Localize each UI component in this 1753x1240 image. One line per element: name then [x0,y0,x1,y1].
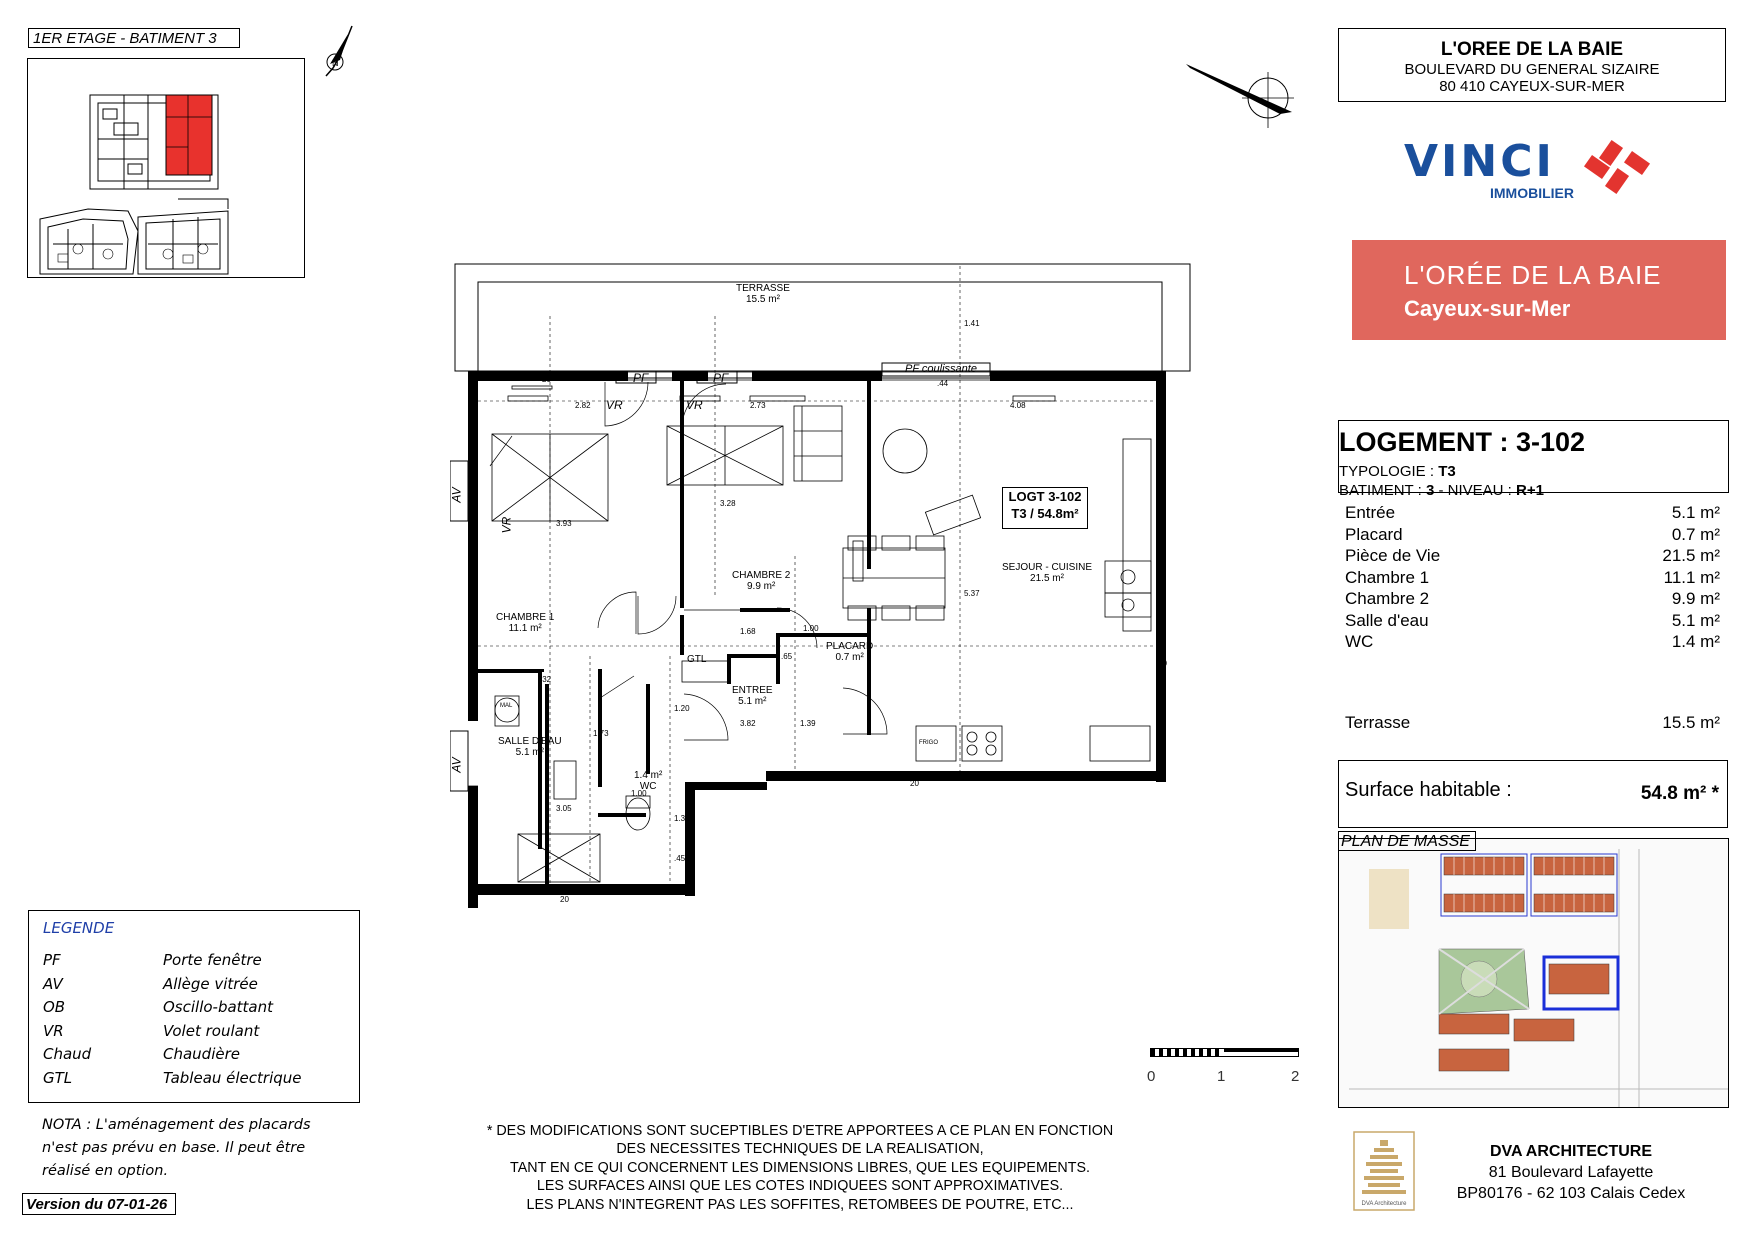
dim-label: 1.00 [803,624,819,633]
vinci-logo-text: VINCI [1404,136,1555,187]
scale-tick: 1 [1217,1068,1226,1085]
vinci-logo [1404,134,1664,204]
area-row [1338,503,1727,525]
area-value: 5.1 m² [1671,503,1720,522]
tag-vr: VR [606,398,623,412]
nota-line: réalisé en option. [42,1163,169,1179]
disclaimer-line: LES PLANS N'INTEGRENT PAS LES SOFFITES, RETOMBEES DE POUTRE, ETC... [526,1196,1074,1213]
version-label: Version du 07-01-26 [22,1193,176,1215]
vinci-logo-sub: IMMOBILIER [1490,185,1574,201]
logt-label: LOGT 3-102 [1008,489,1082,504]
area-name: Placard [1345,524,1403,544]
project-address-line1: BOULEVARD DU GENERAL SIZAIRE [1404,61,1660,78]
dim-label: 1.41 [964,319,980,328]
banner-title: L'ORÉE DE LA BAIE [1404,260,1662,290]
nota-line: n'est pas prévu en base. Il peut être [42,1140,306,1156]
dim-label: 2.82 [575,401,591,410]
room-chambre2: CHAMBRE 2 9.9 m² [732,570,791,592]
terrace-value: 15.5 m² [1662,713,1720,732]
niveau-value: R+1 [1515,482,1544,499]
area-value: 5.1 m² [1671,610,1720,630]
legend-desc: Tableau électrique [163,1069,302,1087]
area-row [1338,546,1727,568]
legend-key: Chaud [43,1045,92,1063]
dim-label: 3.28 [720,499,736,508]
project-name: L'OREE DE LA BAIE [1440,39,1624,60]
nota-line: NOTA : L'aménagement des placards [42,1117,311,1133]
area-row [1338,589,1727,611]
area-row [1338,525,1727,547]
logt-sub: T3 / 54.8m² [1011,506,1079,521]
scale-tick: 2 [1291,1068,1300,1085]
area-name: Entrée [1345,503,1396,522]
scale-bar [1147,1048,1300,1086]
area-value: 11.1 m² [1663,567,1720,587]
dim-label: 1.20 [674,704,690,713]
north-arrow-icon [318,24,358,80]
legend-desc: Allège vitrée [163,975,258,993]
dim-label: 2.73 [750,401,766,410]
dim-label: .32 [540,675,552,684]
site-plan [1338,838,1729,1108]
area-row [1338,611,1727,633]
disclaimer-line: TANT EN CE QUI CONCERNENT LES DIMENSIONS LIBRES, QUE LES EQUIPEMENTS. [510,1159,1090,1176]
architect-block [1440,1141,1702,1204]
area-name: Chambre 2 [1345,589,1430,608]
niveau-label: - NIVEAU : [1434,482,1516,499]
tag-mal: MAL [500,703,513,709]
dim-label: 20 [560,895,569,904]
area-name: Salle d'eau [1345,610,1429,630]
legend-desc: Porte fenêtre [163,951,262,969]
surface-value: 54.8 m² * [1640,783,1719,804]
tag-av: AV [449,487,464,503]
area-row [1338,568,1727,590]
dim-label: 1.73 [593,729,609,738]
batiment-line [1339,482,1544,499]
dim-label: 1.68 [740,627,756,636]
scale-tick: 0 [1147,1068,1156,1085]
area-value: 0.7 m² [1671,524,1720,544]
floor-label: 1ER ETAGE - BATIMENT 3 [28,28,240,48]
legend-key: GTL [43,1069,73,1087]
dim-label: 20 [1158,659,1167,668]
disclaimer [440,1122,1160,1214]
legend-desc: Volet roulant [163,1022,260,1040]
dim-label: 3.93 [556,519,572,528]
disclaimer-line: DES NECESSITES TECHNIQUES DE LA REALISATION, [616,1141,984,1158]
architect-name: DVA ARCHITECTURE [1489,1143,1653,1160]
svg-text:N: N [332,58,339,68]
room-sejour: SEJOUR - CUISINE 21.5 m² [1002,562,1093,584]
legend-key: AV [43,975,63,993]
area-value: 21.5 m² [1662,546,1720,565]
dim-label: .45 [674,854,686,863]
disclaimer-line: LES SURFACES AINSI QUE LES COTES INDIQUEES SONT APPROXIMATIVES. [536,1178,1064,1195]
typology-value: T3 [1438,463,1456,480]
architect-address1: 81 Boulevard Lafayette [1488,1164,1654,1181]
area-table [1338,503,1727,654]
floor-plan [450,256,1210,908]
dim-label: 3.05 [556,804,572,813]
surface-habitable-box [1338,760,1728,828]
dim-label: .65 [781,652,793,661]
room-wc: 1.4 m² WC [634,770,663,792]
dim-label: 3.82 [740,719,756,728]
dim-label: 20 [910,779,919,788]
project-banner [1352,240,1726,340]
typology-label: TYPOLOGIE : [1339,463,1439,480]
legend-key: OB [43,998,66,1016]
area-row [1338,632,1727,654]
disclaimer-line: * DES MODIFICATIONS SONT SUCEPTIBLES D'ETRE APPORTEES A CE PLAN EN FONCTION [486,1123,1114,1139]
batiment-label: BATIMENT : [1339,482,1426,499]
logement-panel [1338,420,1729,499]
project-title-block [1338,28,1726,102]
batiment-value: 3 [1425,482,1435,499]
banner-subtitle: Cayeux-sur-Mer [1404,296,1571,321]
dim-label: 5.37 [964,589,980,598]
legend-title: LEGENDE [43,919,115,937]
legend-key: PF [43,951,61,969]
terrace-row [1338,713,1727,735]
room-terrasse: TERRASSE 15.5 m² [736,283,790,305]
legend-desc: Chaudière [163,1045,240,1063]
logt-label-box [1002,487,1088,529]
dim-label: .44 [937,379,949,388]
tag-gtl: GTL [687,654,707,665]
legend-key: VR [43,1022,64,1040]
compass-icon [1182,52,1302,132]
logement-title: LOGEMENT : 3-102 [1339,427,1586,457]
tag-frigo: FRIGO [919,740,938,746]
tag-vr: VR [686,398,703,412]
tag-pf: PF [633,371,649,385]
plan-masse-label: PLAN DE MASSE [1338,831,1476,851]
legend-desc: Oscillo-battant [163,998,274,1016]
architect-address2: BP80176 - 62 103 Calais Cedex [1456,1185,1686,1202]
dva-logo [1352,1130,1416,1212]
dim-label: 1.00 [631,789,647,798]
room-salle-eau: SALLE D'EAU 5.1 m² [498,736,562,758]
area-name: Pièce de Vie [1345,546,1441,565]
terrace-name: Terrasse [1345,713,1411,732]
key-plan [27,58,305,278]
room-entree: ENTREE 5.1 m² [732,685,773,707]
area-value: 1.4 m² [1671,632,1720,651]
typology-line [1339,463,1456,480]
dim-label: 1.39 [800,719,816,728]
dim-label: 20 [542,375,551,384]
tag-vr: VR [499,516,514,534]
room-placard: PLACARD 0.7 m² [826,641,874,663]
surface-label: Surface habitable : [1345,779,1512,801]
room-chambre1: CHAMBRE 1 11.1 m² [496,612,555,634]
area-name: WC [1345,632,1374,651]
legend [28,910,360,1103]
area-value: 9.9 m² [1671,589,1720,608]
nota-note [42,1114,332,1183]
area-name: Chambre 1 [1345,567,1430,587]
project-address-line2: 80 410 CAYEUX-SUR-MER [1439,78,1625,95]
tag-pf-coulissante: PF coulissante [905,363,977,375]
dim-label: 1.35 [674,814,690,823]
dva-logo-text: DVA Architecture [1361,1201,1407,1207]
tag-pf: PF [713,371,729,385]
dim-label: 4.08 [1010,401,1026,410]
tag-av: AV [449,757,464,773]
